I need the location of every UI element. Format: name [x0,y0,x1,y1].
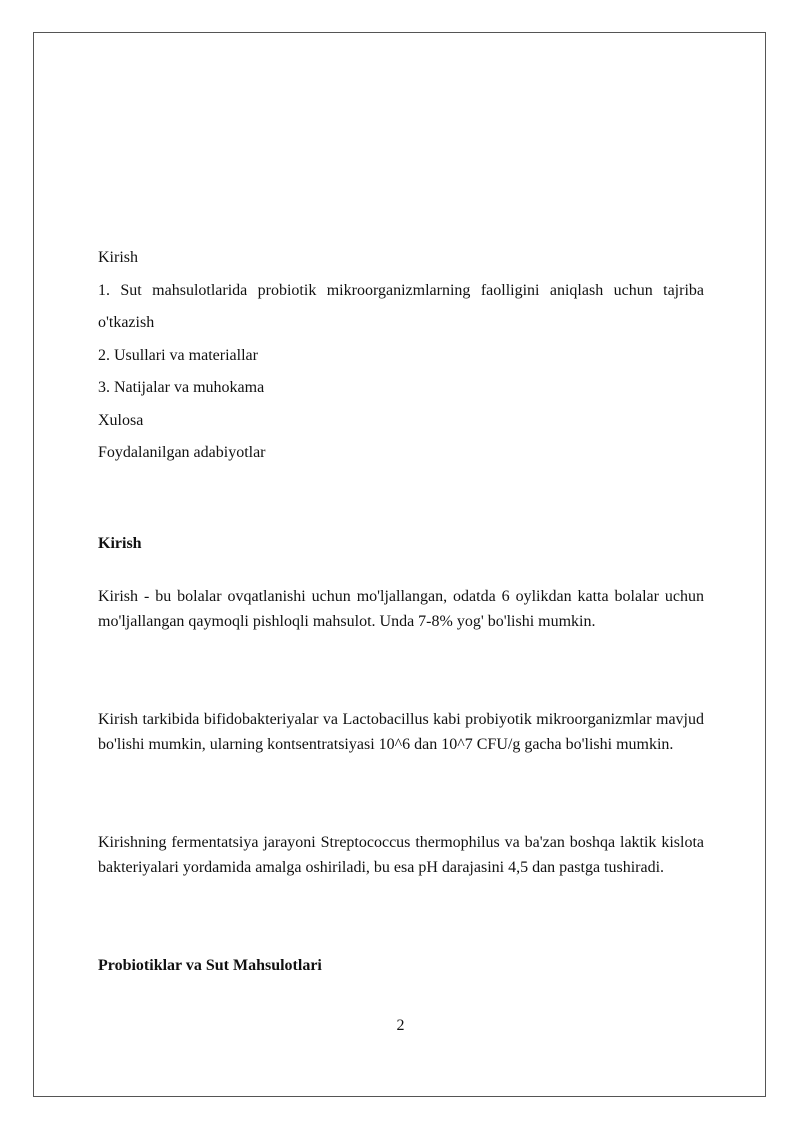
table-of-contents [98,242,704,470]
toc-item-references: Foydalanilgan adabiyotlar [98,444,266,461]
toc-item-results: 3. Natijalar va muhokama [98,379,265,396]
toc-item-introduction: Kirish [98,249,138,266]
toc-item-conclusion: Xulosa [98,411,144,429]
section-heading-probiotics: Probiotiklar va Sut Mahsulotlari [98,957,322,974]
paragraph-3: Kirishning fermentatsiya jarayoni Streptococcus thermophilus va ba'zan boshqa laktik kislota bakteriyalari yordamida amalga oshiriladi, bu esa pH darajasini 4,5 dan pastga tushiradi. [98,834,704,876]
section-heading-introduction: Kirish [98,535,142,552]
paragraph-2: Kirish tarkibida bifidobakteriyalar va Lactobacillus kabi probiyotik mikroorganizmlar mavjud bo'lishi mumkin, ularning kontsentratsiyasi 10^6 dan 10^7 CFU/g gacha bo'lishi mumkin. [98,711,704,753]
paragraph-1: Kirish - bu bolalar ovqatlanishi uchun mo'ljallangan, odatda 6 oylikdan katta bolalar uchun mo'ljallangan qaymoqli pishloqli mahsulot. Unda 7-8% yog' bo'lishi mumkin. [98,588,704,630]
page-number: 2 [396,1017,405,1034]
document-page [33,32,766,1097]
toc-item-experiment: 1. Sut mahsulotlarida probiotik mikroorganizmlarning faolligini aniqlash uchun tajriba o'tkazish [98,281,704,331]
toc-item-methods: 2. Usullari va materiallar [98,346,258,364]
